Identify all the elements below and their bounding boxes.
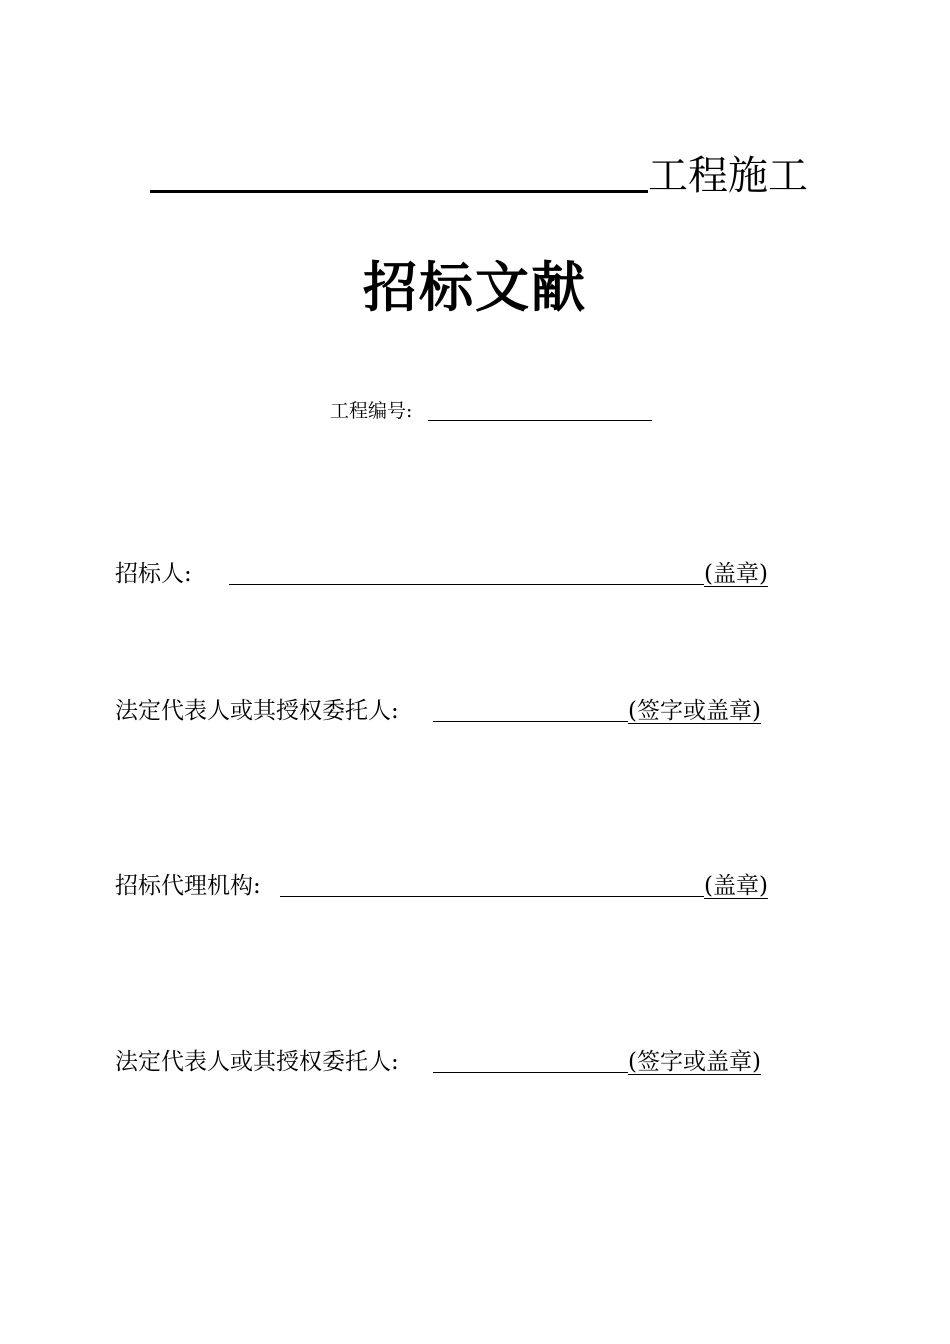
legal-rep-sign-note-2: (签字或盖章) [628, 1049, 761, 1075]
tenderer-label: 招标人: [115, 561, 192, 587]
tenderer-blank-line [229, 584, 704, 585]
agency-blank-line [280, 896, 704, 897]
agency-label: 招标代理机构: [115, 873, 261, 899]
header-suffix: 工程施工 [648, 153, 808, 199]
legal-rep-blank-line-1 [433, 721, 628, 722]
legal-rep-sign-note-1: (签字或盖章) [628, 698, 761, 724]
legal-rep-blank-line-2 [433, 1072, 628, 1073]
agency-seal-note: (盖章) [704, 873, 768, 899]
document-title: 招标文献 [363, 256, 587, 319]
tenderer-seal-note: (盖章) [704, 561, 768, 587]
project-number-blank-line [428, 420, 652, 421]
legal-rep-label-1: 法定代表人或其授权委托人: [115, 698, 399, 724]
project-name-blank-line [150, 190, 648, 193]
project-number-label: 工程编号: [330, 400, 413, 422]
legal-rep-label-2: 法定代表人或其授权委托人: [115, 1049, 399, 1075]
